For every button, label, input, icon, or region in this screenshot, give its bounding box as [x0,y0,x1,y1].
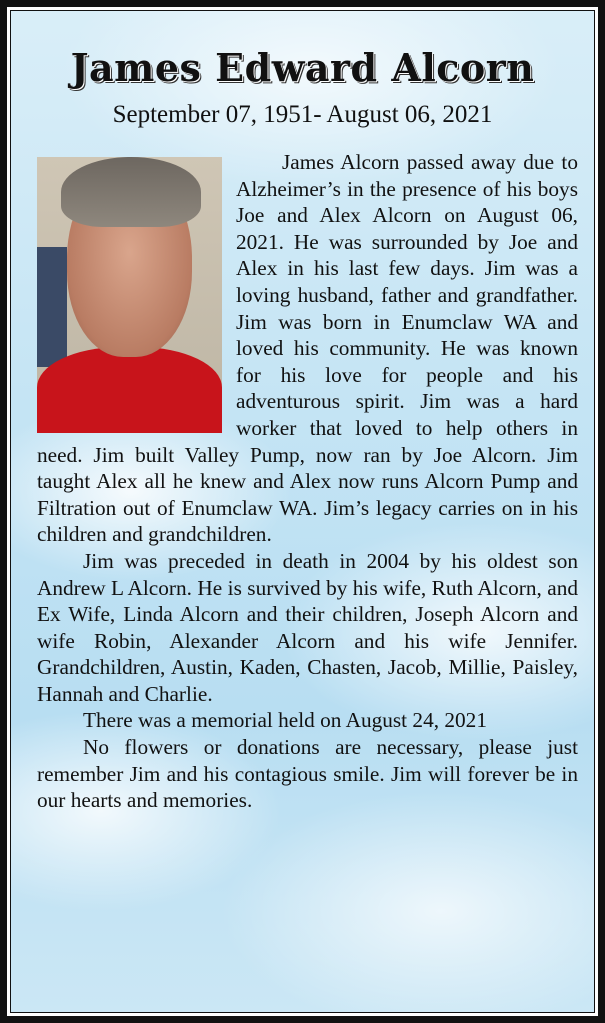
obituary-body [37,149,578,814]
photo-red-shirt [37,347,222,433]
paragraph-family: Jim was preceded in death in 2004 by his oldest son Andrew L Alcorn. He is survived by his wife, Ruth Alcorn, and Ex Wife, Linda Alcorn and their children, Joseph Alcorn and wife Robin, Alexander Alcorn and his wife Jennifer. Grandchildren, Austin, Kaden, Chasten, Jacob, Millie, Paisley, Hannah and Charlie. [37,548,578,706]
obituary-panel [10,10,595,1013]
paragraph-intro: James Alcorn passed away due to Alzheimer’s in the presence of his boys Joe and Alex Alcorn on August 06, 2021. He was surrounded by Joe and Alex in his last few days. Jim was a loving husband, father and grandfather. Jim was born in Enumclaw WA and loved his community. He was known for his love for people and his adventurous spirit. Jim was a hard worker that loved to help others in need. Jim built Valley Pump, now ran by Joe Alcorn. Jim taught Alex all he knew and Alex now runs Alcorn Pump and Filtration out of Enumclaw WA. Jim’s legacy carries on in his children and grandchildren. [37,150,578,547]
life-dates: September 07, 1951- August 06, 2021 [112,101,493,128]
obituary-frame [7,7,598,1016]
photo-hair [61,157,201,227]
paragraph-closing: No flowers or donations are necessary, please just remember Jim and his contagious smile. Jim will forever be in our hearts and memories. [37,735,578,813]
photo-background-chair [37,247,67,367]
portrait-photo [37,157,222,433]
obituary-name-title: James Edward Alcorn [70,45,535,90]
paragraph-memorial: There was a memorial held on August 24, 2021 [83,708,487,733]
